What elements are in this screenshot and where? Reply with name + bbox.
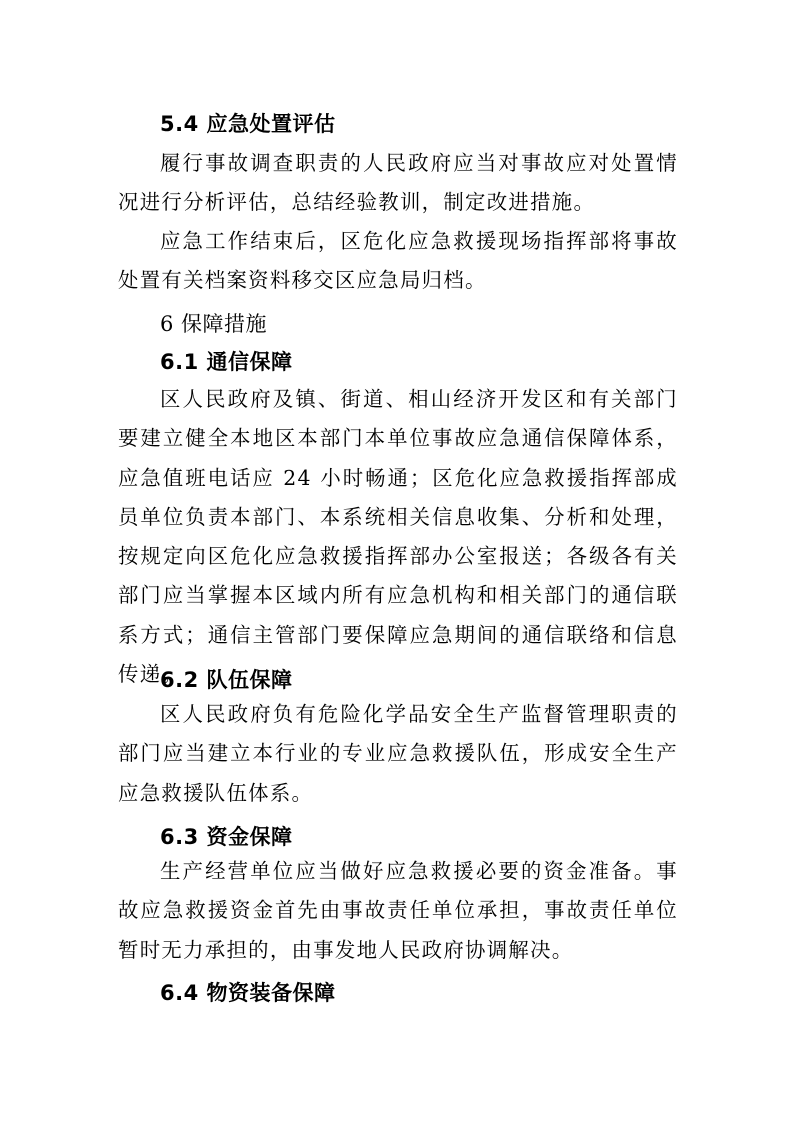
paragraph-6-3-1: 生产经营单位应当做好应急救援必要的资金准备。事故应急救援资金首先由事故责任单位承担，事故责任单位暂时无力承担的，由事发地人民政府协调解决。: [118, 859, 678, 962]
heading-6: 6 保障措施: [160, 312, 268, 336]
paragraph-6-1-1: 区人民政府及镇、街道、相山经济开发区和有关部门要建立健全本地区本部门本单位事故应急通信保障体系，应急值班电话应 24 小时畅通；区危化应急救援指挥部成员单位负责本部门、本系统相关信息收集、分析和处理，按规定向区危化应急救援指挥部办公室报送；各级各有关部门应当掌握本区域内所有应急机构和相关部门的通信联系方式；通信主管部门要保障应急期间的通信联络和信息传递。: [118, 387, 678, 687]
heading-5-4: 5.4 应急处置评估: [160, 112, 336, 136]
paragraph-5-4-2: 应急工作结束后，区危化应急救援现场指挥部将事故处置有关档案资料移交区应急局归档。: [118, 229, 678, 293]
paragraph-6-2-1: 区人民政府负有危险化学品安全生产监督管理职责的部门应当建立本行业的专业应急救援队伍，形成安全生产应急救援队伍体系。: [118, 702, 678, 805]
heading-6-4: 6.4 物资装备保障: [160, 981, 336, 1005]
heading-6-3: 6.3 资金保障: [160, 825, 293, 849]
heading-6-1: 6.1 通信保障: [160, 350, 293, 374]
paragraph-5-4-1: 履行事故调查职责的人民政府应当对事故应对处置情况进行分析评估，总结经验教训，制定改进措施。: [118, 151, 678, 215]
heading-6-2: 6.2 队伍保障: [160, 668, 293, 692]
